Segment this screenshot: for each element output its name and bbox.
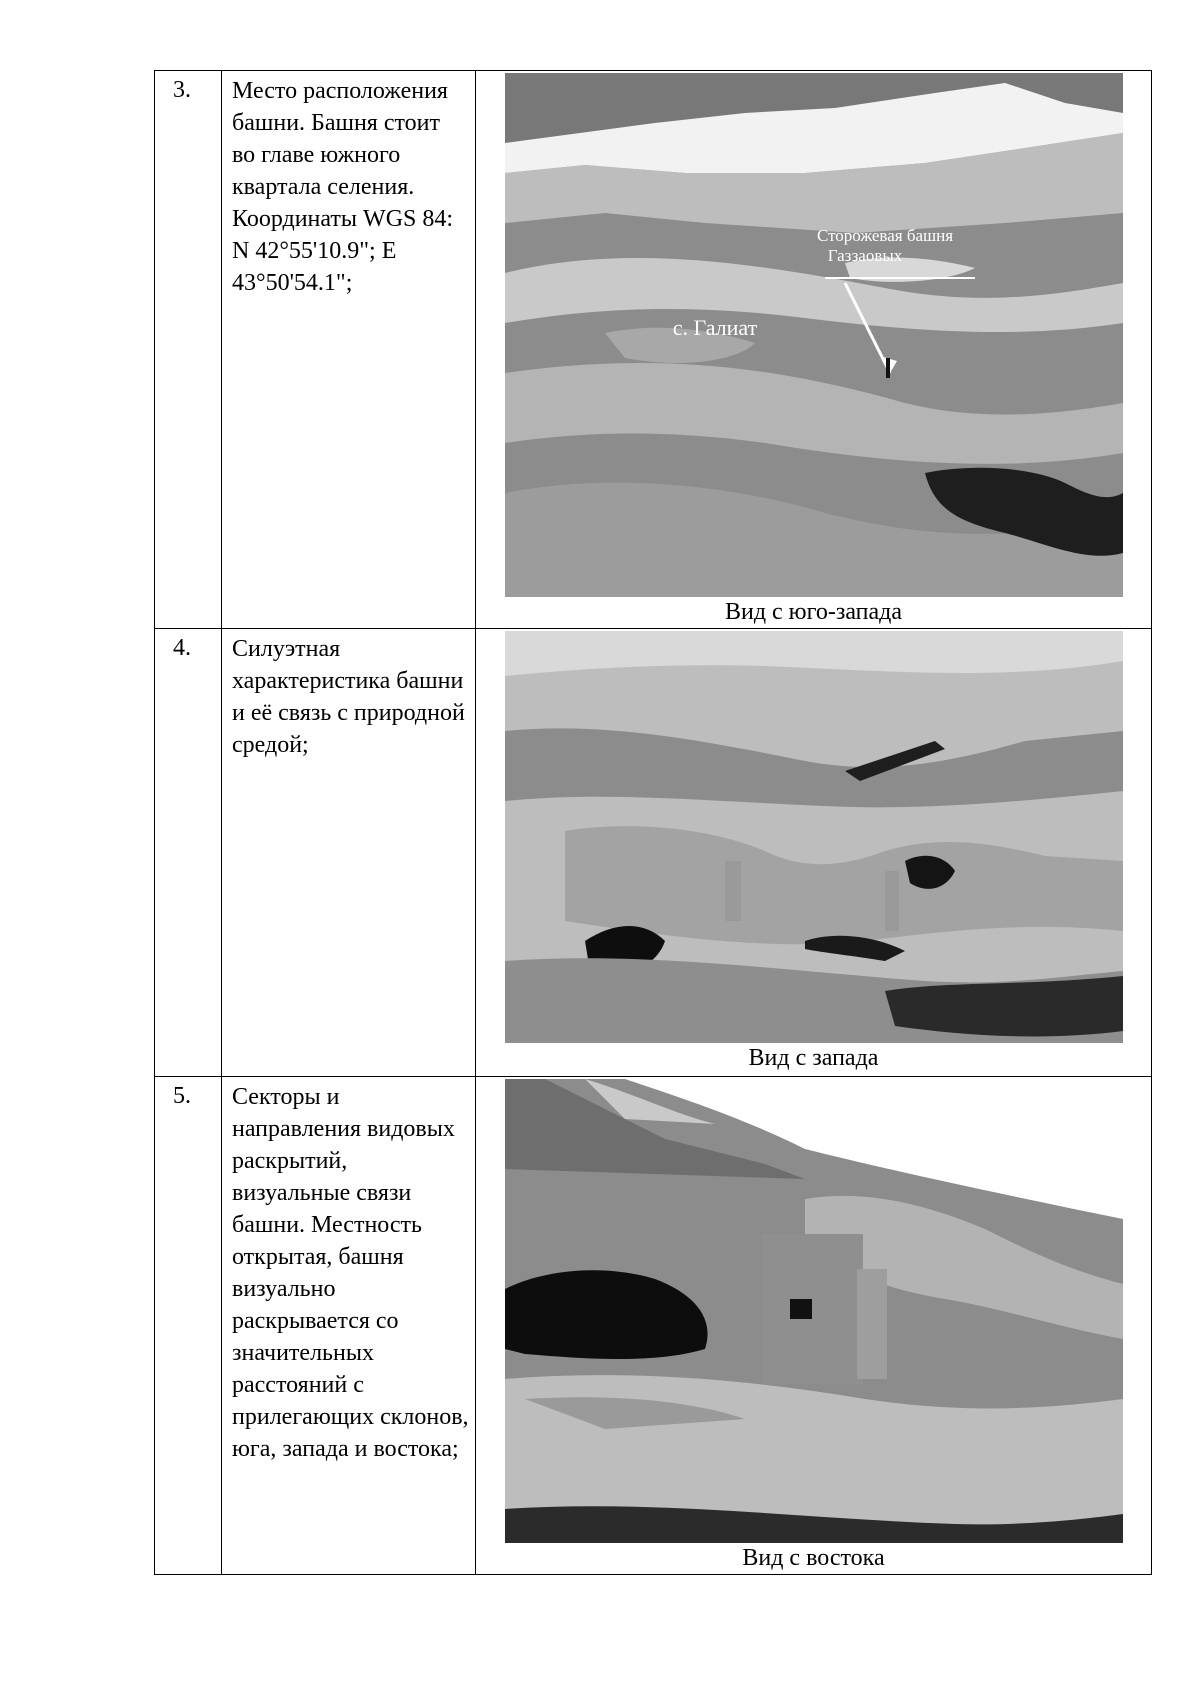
photo-cell [476,629,1152,1077]
landscape-photo [505,73,1123,597]
row-number: 4. [155,629,222,1077]
table-row [155,629,1152,1077]
row-number: 3. [155,71,222,629]
tower-label-line1: Сторожевая башня [816,226,953,245]
document-table [154,70,1152,1575]
landscape-photo [505,631,1123,1043]
row-number: 5. [155,1077,222,1575]
landscape-photo [505,1079,1123,1543]
table-row [155,1077,1152,1575]
photo-west-view [505,631,1123,1043]
table-row [155,71,1152,629]
photo-caption: Вид с востока [742,1545,885,1571]
row-description: Место расположения башни. Башня стоит во главе южного квартала селения. Координаты WGS 84: N 42°55'10.9"; E 43°50'54.1"; [222,71,476,629]
row-description: Секторы и направления видовых раскрытий, визуальные связи башни. Местность открытая, башня визуально раскрывается со значительных расстояний с прилегающих склонов, юга, запада и востока; [222,1077,476,1575]
photo-cell [476,71,1152,629]
tower-label-line2: Газзаовых [827,246,902,265]
photo-caption: Вид с юго-запада [724,599,903,625]
row-description: Силуэтная характеристика башни и её связь с природной средой; [222,629,476,1077]
photo-east-view [505,1079,1123,1543]
photo-southwest-view [505,73,1123,597]
photo-caption: Вид с запада [748,1045,879,1071]
village-label: с. Галиат [672,315,757,340]
photo-cell [476,1077,1152,1575]
